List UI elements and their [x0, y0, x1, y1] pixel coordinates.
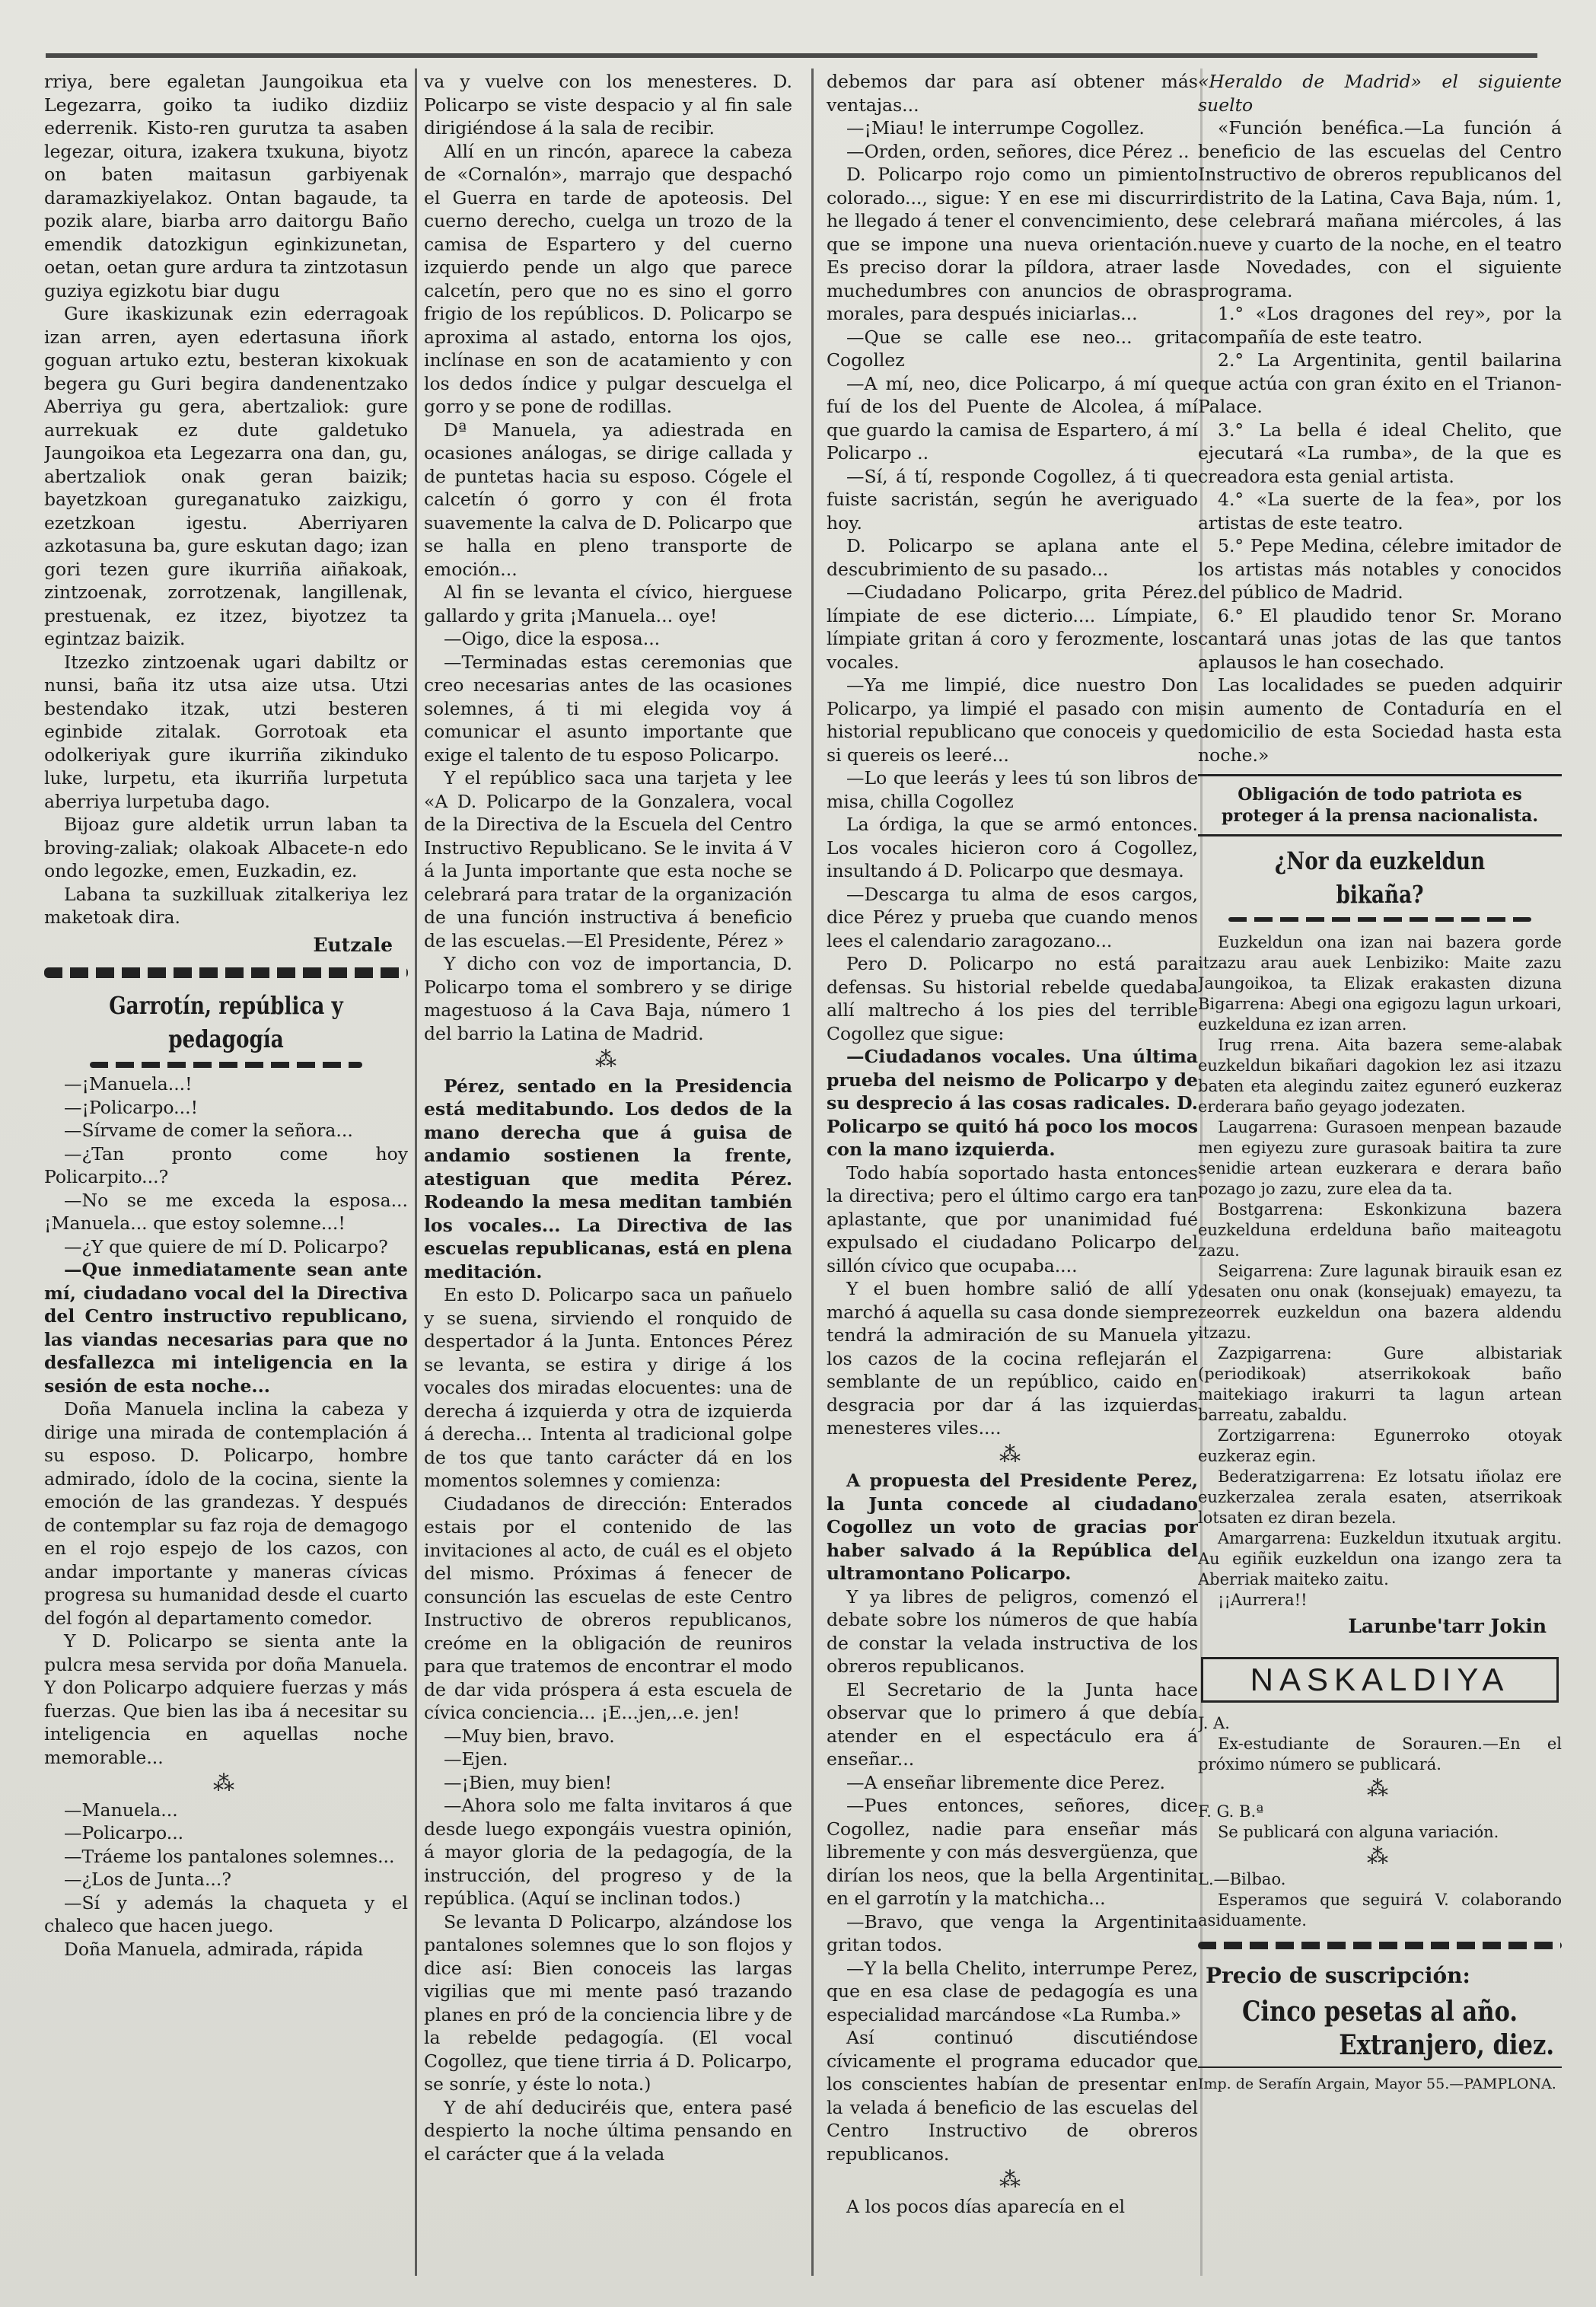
paragraph: Y de ahí deduciréis que, entera pasé despierto la noche última pensando en el carácter que á la velada	[424, 2096, 792, 2165]
paragraph: Así continuó discutiéndose cívicamente el programa educador que los conscientes habían de presentar en la velada á beneficio de las escuelas del Centro Instructivo de obreros republicanos.	[827, 2027, 1198, 2165]
program-item: 2.° La Argentinita, gentil bailarina que actúa con gran éxito en el Trianon-Palace.	[1198, 349, 1562, 417]
paragraph: «Función benéfica.—La función á beneficio de las escuelas del Centro Instructivo de obreros republicanos del distrito de la Latina, Cava Baja, núm. 1, se celebrará mañana miércoles, á las nueve y cuarto de la noche, en el teatro de Novedades, con el siguiente programa.	[1198, 117, 1562, 301]
paragraph: Y dicho con voz de importancia, D. Policarpo toma el sombrero y se dirige magestuoso á la Cava Baja, número 1 del barrio la Latina de Madrid.	[424, 953, 792, 1044]
asterism-ornament: ⁂	[1367, 1776, 1393, 1801]
obligation-notice: Obligación de todo patriota es proteger á la prensa nacionalista.	[1222, 785, 1538, 826]
paragraph: Al fin se levanta el cívico, hierguese gallardo y grita ¡Manuela... oye!	[424, 582, 792, 626]
dialogue-line: —Policarpo...	[64, 1822, 184, 1843]
commandment: Amargarrena: Euzkeldun itxutuak argitu. Au egiñik euzkeldun ona izango zera ta Aberriak maiteko zaitu.	[1198, 1529, 1562, 1588]
dialogue-line: —Bravo, que venga la Argentinita gritan todos.	[827, 1910, 1198, 1955]
dialogue-line: —¿Y que quiere de mí D. Policarpo?	[64, 1235, 388, 1257]
dialogue-line: —¿Tan pronto come hoy Policarpito...?	[44, 1142, 408, 1187]
dialogue-line: —Lo que leerás y lees tú son libros de misa, chilla Cogollez	[827, 767, 1198, 812]
program-item: 5.° Pepe Medina, célebre imitador de los artistas más notables y conocidos del público de Madrid.	[1198, 535, 1562, 603]
note-text: Esperamos que seguirá V. colaborando asiduamente.	[1198, 1891, 1562, 1929]
paragraph: Doña Manuela, admirada, rápida	[64, 1938, 364, 1960]
paragraph: —Ahora solo me falta invitaros á que desde luego expongáis vuestra opinión, á mayor gloria de la pedagogía, de la instrucción, del progreso y de la república. (Aquí se inclinan todos.)	[424, 1795, 792, 1909]
ornament-divider	[90, 1062, 362, 1068]
top-rule	[46, 53, 1537, 58]
paragraph: Gure ikaskizunak ezin ederragoak izan arren, ayen edertasuna iñork goguan artuko eztu, besteran kixokuak begera gu Guri begira dandenentzako Aberriya gu gera, abertzaliok: gure aurrekuak ez dute galdetuko Jaungoikoa eta Legezarra ona dan, gu, abertzaliok onak geran baizik; bayetzkoan gureganatuko zaizkigu, ezetzkoan igestu. Aberriyaren azkotasuna ba, gure eskutan dago; izan gori tezen gure ikurriña aiñakoak, zintzoenak, zorrotzenak, langillenak, prestuenak, ez itzez, biyotzez ta egintzaz baizik.	[44, 303, 408, 649]
subscription-price: Cinco pesetas al año.	[1241, 1995, 1518, 2028]
column-divider	[415, 69, 417, 2276]
story-article	[44, 1072, 408, 1961]
dialogue-line: —Pues entonces, señores, dice Cogollez, nadie para enseñar más libremente y con más desvergüenza, que dirían los neos, que la bella Argentinita en el garrotín y la matchicha...	[827, 1795, 1198, 1909]
dialogue-line: —¡Miau! le interrumpe Cogollez.	[846, 117, 1145, 139]
program-item: 4.° «La suerte de la fea», por los artistas de este teatro.	[1198, 489, 1562, 534]
section-box-title: NASKALDIYA	[1201, 1657, 1559, 1703]
dialogue-line: —Que se calle ese neo... grita Cogollez	[827, 326, 1198, 371]
paragraph: A los pocos días aparecía en el	[846, 2195, 1126, 2217]
foreign-price: Extranjero, diez.	[1339, 2029, 1554, 2061]
dialogue-line: —Oigo, dice la esposa...	[444, 628, 661, 649]
note-text: Se publicará con alguna variación.	[1218, 1823, 1499, 1841]
paragraph: Y ya libres de peligros, comenzó el debate sobre los números de que había de constar la velada instructiva de los obreros republicanos.	[827, 1585, 1198, 1677]
column-divider	[811, 69, 814, 2276]
paragraph: debemos dar para así obtener más ventajas...	[827, 71, 1198, 116]
paragraph: Todo había soportado hasta entonces la directiva; pero el último cargo era tan aplastante, que por unanimidad fué expulsado el ciudadano Policarpo del sillón cívico que ocupaba....	[827, 1161, 1198, 1276]
paragraph: —Que inmediatamente sean ante mí, ciudadano vocal del la Directiva del Centro instructivo republicano, las viandas necesarias para que no desfallezca mi inteligencia en la sesión de esta noche...	[44, 1259, 408, 1397]
paragraph: Ciudadanos de dirección: Enterados estais por el contenido de las invitaciones al acto, de cuál es el objeto del mismo. Próximas á fenecer de consunción las escuelas de este Centro Instructivo de obreros republicanos, creóme en la obligación de reuniros para que tratemos de encontrar el modo de dar vida próspera á esta escuela de cívica conciencia... ¡E...jen,..e. jen!	[424, 1493, 792, 1723]
paragraph: D. Policarpo rojo como un pimiento colorado..., sigue: Y en ese mi discurrir he llegado á tener el convencimiento, de que se impone una nueva orientación. Es preciso dorar la píldora, atraer las muchedumbres con anuncios de obras morales, para después iniciarlas...	[827, 164, 1198, 324]
note-name: J. A.	[1198, 1714, 1230, 1732]
paragraph: Y D. Policarpo se sienta ante la pulcra mesa servida por doña Manuela. Y don Policarpo adquiere fuerzas y más fuerzas. Que bien las iba á necesitar su inteligencia en aquellas noche memorable...	[44, 1630, 408, 1768]
rule	[1198, 834, 1562, 836]
paragraph: A propuesta del Presidente Perez, la Junta concede al ciudadano Cogollez un voto de gracias por haber salvado á la República del ultramontano Policarpo.	[827, 1470, 1198, 1584]
article-heading: ¿Nor da euzkeldun bikaña?	[1274, 846, 1486, 909]
paragraph: Pero D. Policarpo no está para defensas. Su historial rebelde quedaba allí maltrecho á los pies del terrible Cogollez que sigue:	[827, 953, 1198, 1044]
note-text: Ex-estudiante de Sorauren.—En el próximo número se publicará.	[1198, 1735, 1562, 1773]
dialogue-line: —Ejen.	[444, 1748, 508, 1770]
paragraph: En esto D. Policarpo saca un pañuelo y se suena, sirviendo el ronquido de despertador á la Junta. Entonces Pérez se levanta, se estira y dirige á los vocales dos miradas elocuentes: una de derecha á izquierda y otra de izquierda á derecha... Intenta al tradicional golpe de tos que tanto carácter dá en los momentos solemnes y comienza:	[424, 1284, 792, 1491]
dialogue-line: —Muy bien, bravo.	[444, 1725, 615, 1747]
paragraph: Bijoaz gure aldetik urrun laban ta broving-zaliak; olakoak Albacete-n edo ondo legozke, emen, Euzkadin, ez.	[44, 814, 408, 881]
paragraph: Se levanta D Policarpo, alzándose los pantalones solemnes que lo son flojos y dice así: Bien conoceis las largas vigilias que mi mente pasó trazando planes en pró de la conciencia libre y de la rebelde pedagogía. (El vocal Cogollez, que tiene tirria á D. Policarpo, se sonríe, y éste lo nota.)	[424, 1910, 792, 2095]
commandments-list	[1198, 932, 1562, 1611]
paragraph: La órdiga, la que se armó entonces. Los vocales hicieron coro á Cogollez, insultando á D. Policarpo que desmaya.	[827, 814, 1198, 881]
dialogue-line: —No se me exceda la esposa... ¡Manuela... que estoy solemne...!	[44, 1189, 408, 1234]
program-item: 1.° «Los dragones del rey», por la compañía de este teatro.	[1198, 303, 1562, 348]
article-heading: Garrotín, república y pedagogía	[109, 991, 343, 1053]
dialogue-line: —¡Manuela...!	[64, 1073, 193, 1095]
asterism-ornament: ⁂	[999, 2167, 1025, 2192]
commandment: Bederatzigarrena: Ez lotsatu iñolaz ere euzkerzalea zerala esaten, atserrikoak lotsaten ez diran bezela.	[1198, 1467, 1562, 1527]
ornament-divider	[44, 967, 408, 978]
commandment: Irug rrena. Aita bazera seme-alabak euzkeldun bikañari dagokion lez asi itzazu baten eta alegindu zaitez eguneró euzkeraz erderara baño geyago jodezaten.	[1198, 1036, 1562, 1116]
dialogue-line: —Descarga tu alma de esos cargos, dice Pérez y prueba que cuando menos lees el calendario zaragozano...	[827, 883, 1198, 951]
asterism-ornament: ⁂	[213, 1770, 239, 1796]
dialogue-line: —Ciudadano Policarpo, grita Pérez. límpiate de ese dicterio.... Límpiate, límpiate gritan á coro y ferozmente, los vocales.	[827, 582, 1198, 673]
note-name: F. G. B.ª	[1198, 1802, 1264, 1821]
dialogue-line: —¡Bien, muy bien!	[444, 1771, 612, 1793]
paragraph: Allí en un rincón, aparece la cabeza de «Cornalón», marrajo que despachó el Guerra en tarde de apoteosis. Del cuerno derecho, cuelga un trozo de la camisa de Espartero y del cuerno izquierdo pende un algo que parece calcetín, pero que no es sino el gorro frigio de los repúblicos. D. Policarpo se aproxima al astado, entorna los ojos, inclínase en son de acatamiento y con los dedos índice y pulgar descuelga el gorro y se pone de rodillas.	[424, 140, 792, 417]
basque-article	[44, 70, 408, 957]
asterism-ornament: ⁂	[999, 1441, 1025, 1467]
paragraph: El Secretario de la Junta hace observar que lo primero á que debía atender en el espectáculo era á enseñar...	[827, 1678, 1198, 1770]
dialogue-line: —Ya me limpié, dice nuestro Don Policarpo, ya limpié el pasado con mi historial republicano que conoceis y que si quereis os leeré...	[827, 674, 1198, 766]
asterism-ornament: ⁂	[595, 1047, 621, 1072]
commandment: Zazpigarrena: Gure albistariak (periodikoak) atserrikokoak baño maitekiago irakurri ta lagun artean barreatu, zabaldu.	[1198, 1344, 1562, 1424]
dialogue-line: —Sí, á tí, responde Cogollez, á ti que fuiste sacristán, según he averiguado hoy.	[827, 465, 1198, 534]
column-3	[827, 70, 1198, 2300]
dialogue-line: —Orden, orden, señores, dice Pérez ..	[846, 140, 1190, 162]
paragraph: va y vuelve con los menesteres. D. Policarpo se viste despacio y al fin sale dirigiéndose á la sala de recibir.	[424, 71, 792, 139]
dialogue-line: —Ciudadanos vocales. Una última prueba del neismo de Policarpo y de su desprecio á las cosas radicales. D. Policarpo se quitó há poco los mocos con la mano izquierda.	[827, 1046, 1198, 1160]
paragraph: Euzkeldun ona izan nai bazera gorde itzazu arau auek Lenbiziko: Maite zazu Jaungoikoa, ta Elizak erakasten dizuna Bigarrena: Abegi ona egigozu lagun urkoari, euzkelduna ez izan arren.	[1198, 933, 1562, 1034]
paragraph: Labana ta suzkilluak zitalkeriya lez maketoak dira.	[44, 883, 408, 928]
note-name: L.—Bilbao.	[1198, 1870, 1286, 1888]
paragraph: Y el repúblico saca una tarjeta y lee «A D. Policarpo de la Gonzalera, vocal de la Directiva de la Escuela del Centro Instructivo Republicano. Se le invita á V á la Junta importante que esta noche se celebrará para tratar de la organización de una función instructiva á beneficio de las escuelas.—El Presidente, Pérez »	[424, 767, 792, 951]
rule	[1198, 774, 1562, 776]
subscription-title: Precio de suscripción:	[1206, 1963, 1470, 1988]
dialogue-line: —Tráeme los pantalones solemnes...	[64, 1845, 395, 1867]
paragraph: Las localidades se pueden adquirir sin aumento de Contaduría en el domicilio de esta Sociedad hasta esta noche.»	[1198, 674, 1562, 766]
paragraph: D. Policarpo se aplana ante el descubrimiento de su pasado...	[827, 535, 1198, 580]
author-signature: Larunbe'tarr Jokin	[1348, 1615, 1547, 1637]
column-2	[424, 70, 792, 2300]
program-item: 3.° La bella é ideal Chelito, que ejecutará «La rumba», de la que es creadora esta genial artista.	[1198, 419, 1562, 487]
dialogue-line: —Y la bella Chelito, interrumpe Perez, que en esa clase de pedagogía es una especialidad marcándose «La Rumba.»	[827, 1957, 1198, 2025]
column-1	[44, 70, 408, 2300]
column-4	[1198, 70, 1562, 2300]
dialogue-line: —Sí y además la chaqueta y el chaleco que hacen juego.	[44, 1891, 408, 1936]
printer-imprint: Imp. de Serafín Argain, Mayor 55.—PAMPLONA.	[1198, 2066, 1562, 2096]
dialogue-line: —A mí, neo, dice Policarpo, á mí que fuí de los del Puente de Alcolea, á mí que guardo la camisa de Espartero, á mí Policarpo ..	[827, 372, 1198, 464]
ornament-divider	[1198, 1942, 1562, 1949]
asterism-ornament: ⁂	[1367, 1843, 1393, 1869]
dialogue-line: —A enseñar libremente dice Perez.	[846, 1771, 1165, 1793]
dialogue-line: —¡Policarpo...!	[64, 1096, 199, 1118]
commandment: Zortzigarrena: Egunerroko otoyak euzkeraz egin.	[1198, 1426, 1562, 1465]
paragraph: Pérez, sentado en la Presidencia está meditabundo. Los dedos de la mano derecha que á guisa de andamio sostienen la frente, atestiguan que medita Pérez. Rodeando la mesa meditan también los vocales... La Directiva de las escuelas republicanas, está en plena meditación.	[424, 1075, 792, 1283]
commandment: Bostgarrena: Eskonkizuna bazera euzkelduna erdelduna baño maiteagotu zazu.	[1198, 1200, 1562, 1260]
dialogue-line: —¿Los de Junta...?	[64, 1869, 231, 1890]
paragraph: rriya, bere egaletan Jaungoikua eta Legezarra, goiko ta iudiko dizdiiz ederrenik. Kisto-ren gurutza ta asaben legezar, oitura, izakera txukuna, biyotz on baten maitasun garbiyenak daramazkiyelakoz. Ontan bagaude, ta pozik alare, biarba arro daitorgu Baño emendik datozkigun eginkizunetan, oetan, oetan gure ardura ta zintzotasun guziya egizkotu biar dugu	[44, 71, 408, 301]
commandment: Laugarrena: Gurasoen menpean bazaude men egiyezu zure gurasoak baitira ta zure senidie artean euzkerara e derara baño pozago jo zazu, zure elea da ta.	[1198, 1118, 1562, 1198]
author-signature: Eutzale	[313, 933, 393, 956]
paragraph: —Terminadas estas ceremonias que creo necesarias antes de las ocasiones solemnes, á ti mi elegida voy á comunicar el asunto importante que exige el talento de tu esposo Policarpo.	[424, 651, 792, 766]
ornament-divider	[1228, 917, 1531, 922]
dialogue-line: —Sírvame de comer la señora...	[64, 1120, 353, 1141]
paragraph: «Heraldo de Madrid» el siguiente suelto	[1198, 71, 1562, 116]
paragraph: Dª Manuela, ya adiestrada en ocasiones análogas, se dirige callada y de puntetas hacia su esposo. Cógele el calcetín ó gorro y con él frota suavemente la calva de D. Policarpo que se halla en pleno transporte de emoción...	[424, 419, 792, 580]
commandment: Seigarrena: Zure lagunak birauik esan ez desaten onu onak (konsejuak) emayezu, ta zeorrek euzkeldun ona bazera aldendu itzazu.	[1198, 1262, 1562, 1342]
closing-cry: ¡¡Aurrera!!	[1218, 1591, 1308, 1609]
program-item: 6.° El plaudido tenor Sr. Morano cantará unas jotas de las que tantos aplausos le han cosechado.	[1198, 604, 1562, 673]
paragraph: Itzezko zintzoenak ugari dabiltz or nunsi, baña itz utsa aize utsa. Utzi bestendako itzak, utzi besteren eginbide zitalak. Gorrotoak eta odolkeriyak gure ikurriña zikinduko luke, lurpetu, eta ikurriña lurpetuta aberriya lurpetuba dago.	[44, 651, 408, 812]
correspondence-notes	[1198, 1713, 1562, 1931]
dialogue-line: —Manuela...	[64, 1799, 178, 1821]
paragraph: Y el buen hombre salió de allí y marchó á aquella su casa donde siempre tendrá la admiración de su Manuela y los cazos de la cocina reflejarán el semblante de un repúblico, caido en desgracia por dar á las izquierdas menesteres viles....	[827, 1278, 1198, 1439]
paragraph: Doña Manuela inclina la cabeza y dirige una mirada de contemplación á su esposo. D. Policarpo, hombre admirado, ídolo de la cocina, siente la emoción de las grandezas. Y después de contemplar su faz roja de demagogo en el rojo espejo de los cazos, con andar importante y maneras cívicas progresa su humanidad desde el cuarto del fogón al departamento comedor.	[44, 1398, 408, 1629]
